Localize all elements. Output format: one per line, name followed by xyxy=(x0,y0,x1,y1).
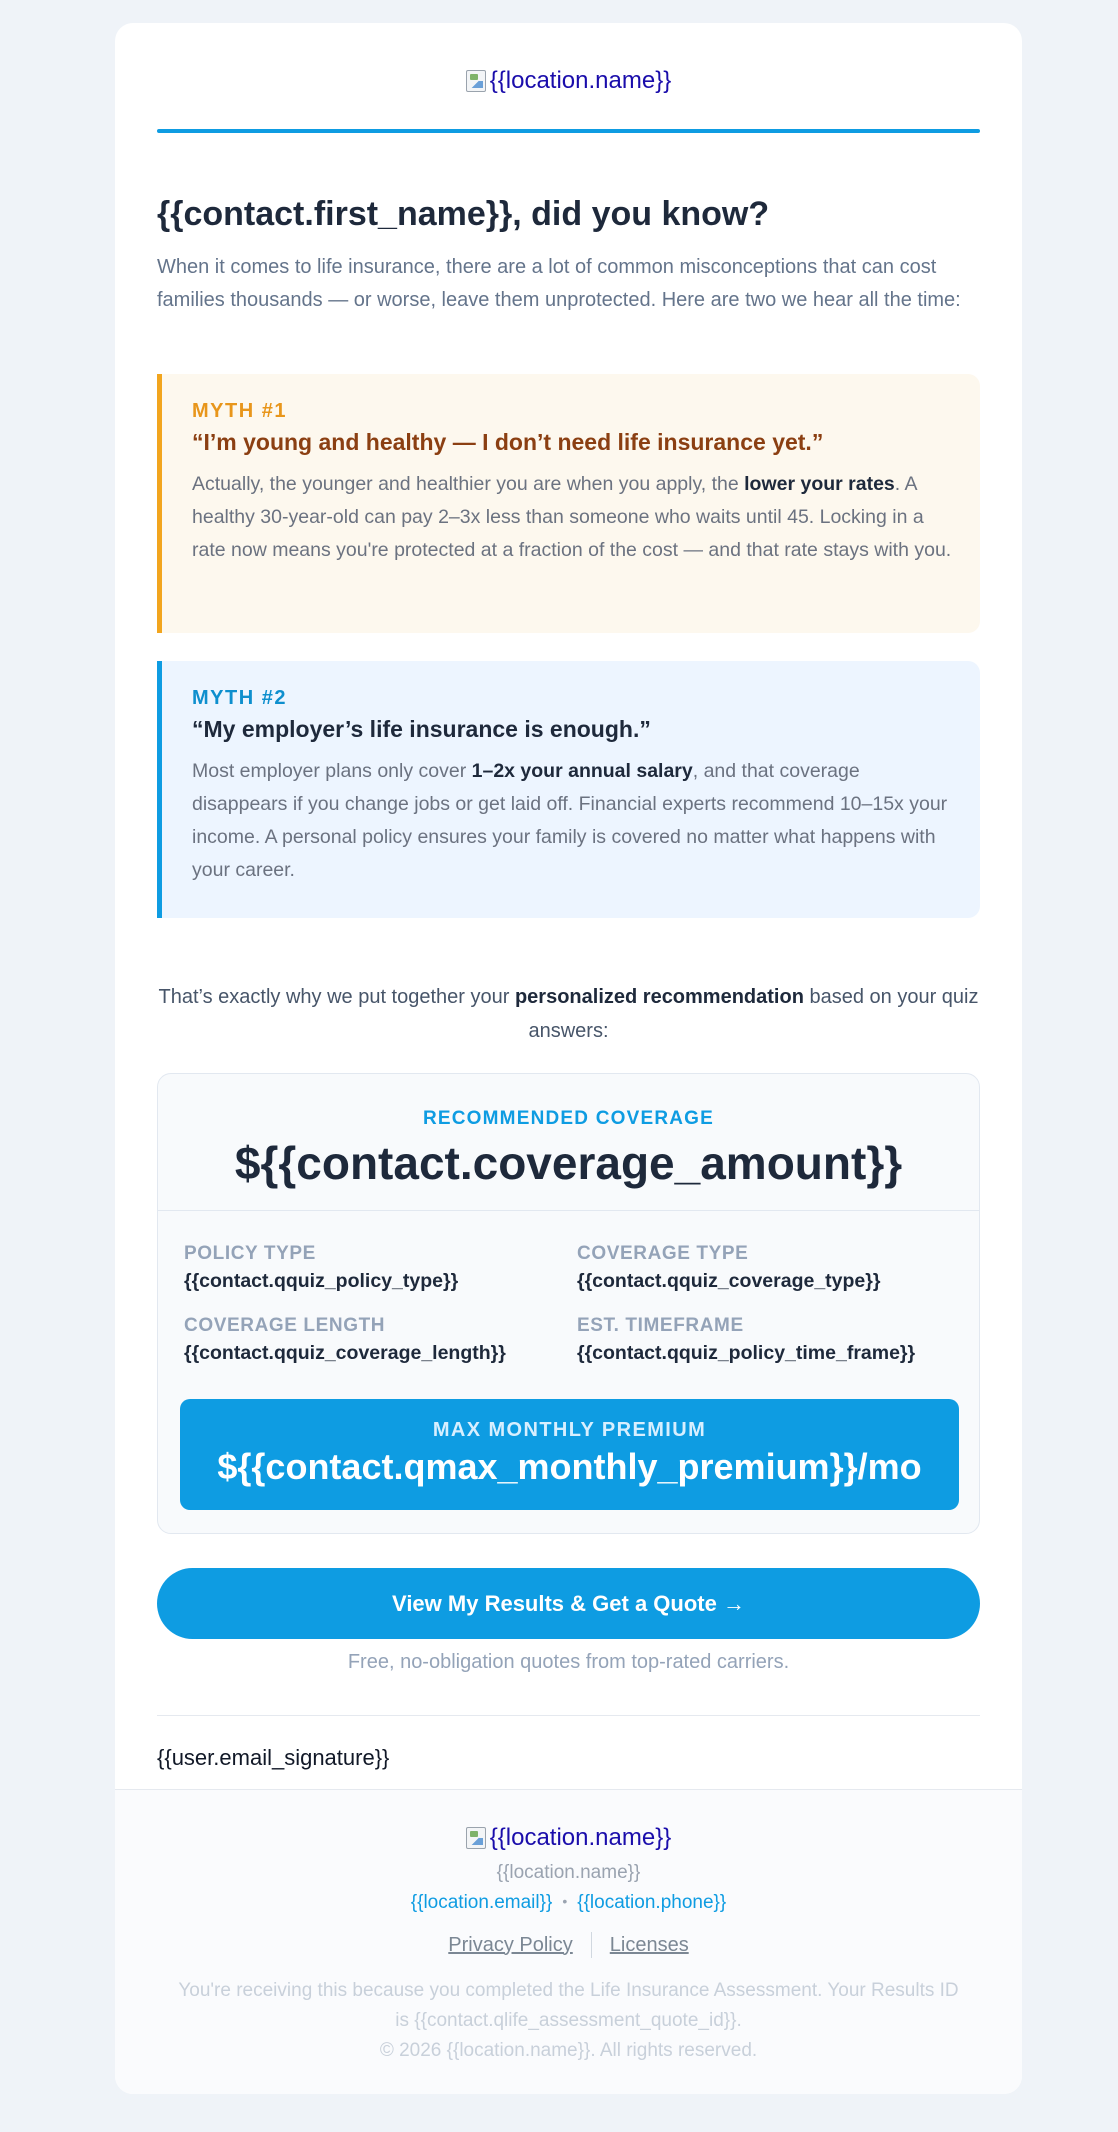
greeting-heading: {{contact.first_name}}, did you know? xyxy=(157,195,770,233)
email-signature: {{user.email_signature}} xyxy=(157,1745,390,1770)
coverage-type-field xyxy=(577,1243,969,1293)
myth-2-body xyxy=(192,755,952,887)
footer-email-link[interactable]: {{location.email}} xyxy=(410,1892,553,1913)
policy-type-field xyxy=(184,1243,576,1293)
view-results-button[interactable]: View My Results & Get a Quote → xyxy=(157,1568,980,1639)
recommendation-panel xyxy=(157,1073,980,1534)
myth-2-body-text-end: , and that coverage disappears if you change jobs or get laid off. Financial experts recommend 10–15x your income. A personal policy ensures your family is covered no matter what happens with your career. xyxy=(192,760,948,881)
why-text: That’s exactly why we put together your xyxy=(158,986,515,1008)
myth-2-box xyxy=(157,661,980,918)
myth-1-body xyxy=(192,468,952,567)
header-divider xyxy=(157,129,980,133)
separator-dot: • xyxy=(562,1893,568,1909)
myth-2-body-bold: 1–2x your annual salary xyxy=(471,760,693,782)
footer-contact-line xyxy=(115,1892,1022,1914)
coverage-length-field xyxy=(184,1315,576,1365)
field-value: {{contact.qquiz_policy_time_frame}} xyxy=(577,1342,916,1364)
licenses-link[interactable]: Licenses xyxy=(609,1933,689,1956)
field-value: {{contact.qquiz_coverage_length}} xyxy=(184,1342,506,1364)
intro-paragraph: When it comes to life insurance, there are a lot of common misconceptions that can cost families thousands — or worse, leave them unprotected. Here are two we hear all the time: xyxy=(157,256,961,311)
copyright-notice: © 2026 {{location.name}}. All rights reserved. xyxy=(379,2040,758,2061)
myth-1-title: “I’m young and healthy — I don’t need life insurance yet.” xyxy=(192,429,824,455)
cta-note: Free, no-obligation quotes from top-rated carriers. xyxy=(347,1651,790,1673)
broken-image-icon xyxy=(466,70,486,92)
broken-image-icon xyxy=(466,1827,486,1849)
footer-phone-link[interactable]: {{location.phone}} xyxy=(577,1892,727,1913)
timeframe-field xyxy=(577,1315,969,1365)
myth-1-body-bold: lower your rates xyxy=(744,473,895,495)
signature-divider xyxy=(157,1715,980,1716)
field-label: POLICY TYPE xyxy=(184,1243,316,1264)
footer-links xyxy=(115,1932,1022,1958)
max-premium-label: MAX MONTHLY PREMIUM xyxy=(432,1419,707,1441)
field-label: COVERAGE LENGTH xyxy=(184,1315,386,1336)
field-value: {{contact.qquiz_policy_type}} xyxy=(184,1270,459,1292)
myth-1-tag: MYTH #1 xyxy=(192,400,287,422)
footer-logo-alt-text: {{location.name}} xyxy=(489,1824,672,1851)
privacy-policy-link[interactable]: Privacy Policy xyxy=(448,1933,573,1956)
myth-2-tag: MYTH #2 xyxy=(192,687,287,709)
why-bold: personalized recommendation xyxy=(514,986,804,1008)
footer-company-name: {{location.name}} xyxy=(496,1862,641,1883)
why-text-end: based on your quiz answers: xyxy=(528,986,979,1042)
recommended-coverage-label: RECOMMENDED COVERAGE xyxy=(422,1108,715,1129)
link-separator xyxy=(591,1932,592,1958)
myth-1-body-text: Actually, the younger and healthier you are when you apply, the xyxy=(192,473,745,495)
footer-logo xyxy=(115,1820,1022,1856)
coverage-amount: ${{contact.coverage_amount}} xyxy=(234,1137,903,1189)
myth-1-box xyxy=(157,374,980,633)
email-card xyxy=(115,23,1022,2094)
legal-notice: You're receiving this because you completed the Life Insurance Assessment. Your Results ID is {{contact.qlife_assessment_quote_id}}. xyxy=(178,1980,959,2031)
myth-2-body-text: Most employer plans only cover xyxy=(192,760,472,782)
header-logo-alt-text: {{location.name}} xyxy=(489,67,672,94)
footer-legal xyxy=(175,1976,962,2066)
header-logo xyxy=(157,61,980,101)
field-label: EST. TIMEFRAME xyxy=(577,1315,744,1336)
field-label: COVERAGE TYPE xyxy=(577,1243,749,1264)
recommendation-intro xyxy=(157,980,980,1048)
max-premium-value: ${{contact.qmax_monthly_premium}}/mo xyxy=(217,1446,922,1487)
footer xyxy=(115,1789,1022,2094)
myth-2-title: “My employer’s life insurance is enough.” xyxy=(192,716,651,742)
max-premium-box xyxy=(180,1399,959,1510)
field-value: {{contact.qquiz_coverage_type}} xyxy=(577,1270,881,1292)
recommendation-header xyxy=(158,1074,979,1211)
myth-1-body-text-end: . A healthy 30-year-old can pay 2–3x less than someone who waits until 45. Locking in a rate now means you're protected at a fraction of the cost — and that rate stays with you. xyxy=(192,473,952,561)
